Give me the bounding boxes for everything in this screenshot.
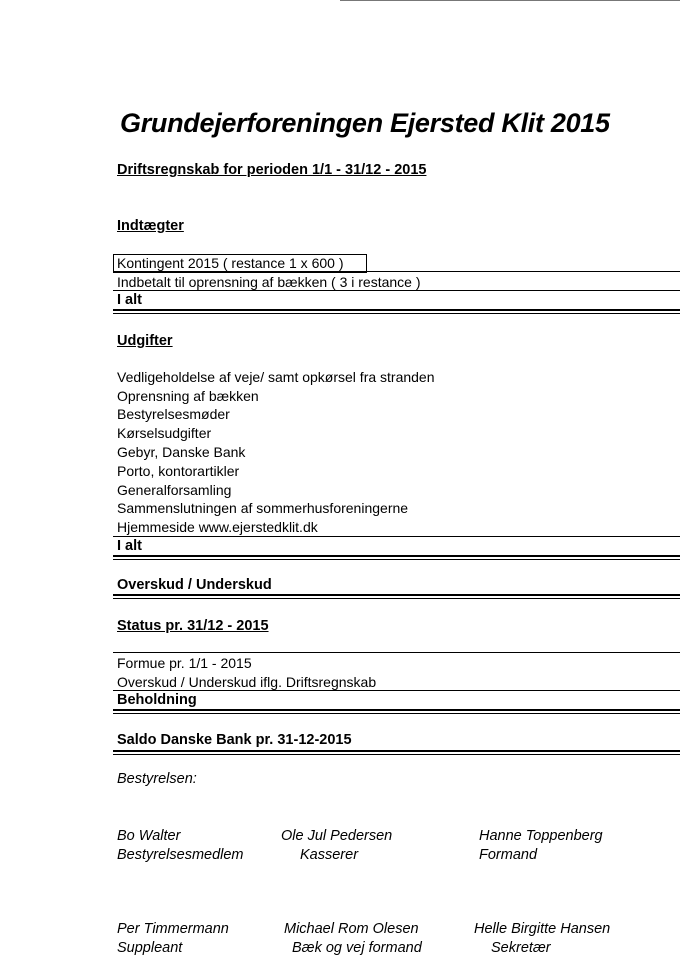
bank-balance-line <box>113 754 680 755</box>
income-total-line <box>113 313 680 314</box>
status-row-line <box>113 690 680 691</box>
expenses-total-label: I alt <box>117 538 142 554</box>
status-heading: Status pr. 31/12 - 2015 <box>117 618 269 634</box>
expense-item: Bestyrelsesmøder <box>117 406 230 422</box>
status-item: Overskud / Underskud iflg. Driftsregnskab <box>117 674 377 690</box>
income-row-line <box>113 290 680 291</box>
board-member-role: Sekretær <box>491 940 551 956</box>
income-total-line <box>113 309 680 311</box>
board-member-role: Suppleant <box>117 940 183 956</box>
income-item: Indbetalt til oprensning af bækken ( 3 i restance ) <box>117 274 421 290</box>
board-member-name: Hanne Toppenberg <box>479 828 603 844</box>
income-heading: Indtægter <box>117 218 184 234</box>
status-row-line <box>113 652 680 653</box>
expenses-heading: Udgifter <box>117 333 173 349</box>
board-member-role: Kasserer <box>300 847 359 863</box>
board-member-name: Ole Jul Pedersen <box>281 828 393 844</box>
income-total-label: I alt <box>117 292 142 308</box>
expenses-total-line <box>113 555 680 557</box>
expense-item: Kørselsudgifter <box>117 425 212 441</box>
scan-edge-line <box>340 0 680 1</box>
surplus-line <box>113 598 680 599</box>
board-member-role: Bæk og vej formand <box>292 940 422 956</box>
income-item: Kontingent 2015 ( restance 1 x 600 ) <box>117 255 344 271</box>
document-subtitle: Driftsregnskab for perioden 1/1 - 31/12 - 2015 <box>117 162 427 178</box>
status-total-label: Beholdning <box>117 692 197 708</box>
expense-item: Generalforsamling <box>117 482 232 498</box>
board-label: Bestyrelsen: <box>117 771 197 787</box>
status-item: Formue pr. 1/1 - 2015 <box>117 655 252 671</box>
board-member-name: Per Timmermann <box>117 921 229 937</box>
surplus-label: Overskud / Underskud <box>117 577 272 593</box>
expense-item: Sammenslutningen af sommerhusforeningerne <box>117 500 409 516</box>
bank-balance-line <box>113 750 680 752</box>
income-row-line <box>113 271 680 272</box>
status-total-line <box>113 713 680 714</box>
expense-item: Oprensning af bækken <box>117 388 259 404</box>
board-member-name: Helle Birgitte Hansen <box>474 921 611 937</box>
board-member-name: Bo Walter <box>117 828 181 844</box>
expense-item: Vedligeholdelse af veje/ samt opkørsel fra stranden <box>117 369 435 385</box>
expense-item: Porto, kontorartikler <box>117 463 240 479</box>
surplus-line <box>113 594 680 596</box>
expenses-row-line <box>113 536 680 537</box>
board-member-name: Michael Rom Olesen <box>284 921 419 937</box>
expenses-total-line <box>113 559 680 560</box>
status-total-line <box>113 709 680 711</box>
board-member-role: Bestyrelsesmedlem <box>117 847 244 863</box>
board-member-role: Formand <box>479 847 538 863</box>
expense-item: Gebyr, Danske Bank <box>117 444 246 460</box>
document-title: Grundejerforeningen Ejersted Klit 2015 <box>120 108 610 138</box>
bank-balance-label: Saldo Danske Bank pr. 31-12-2015 <box>117 732 352 748</box>
expense-item: Hjemmeside www.ejerstedklit.dk <box>117 519 318 535</box>
